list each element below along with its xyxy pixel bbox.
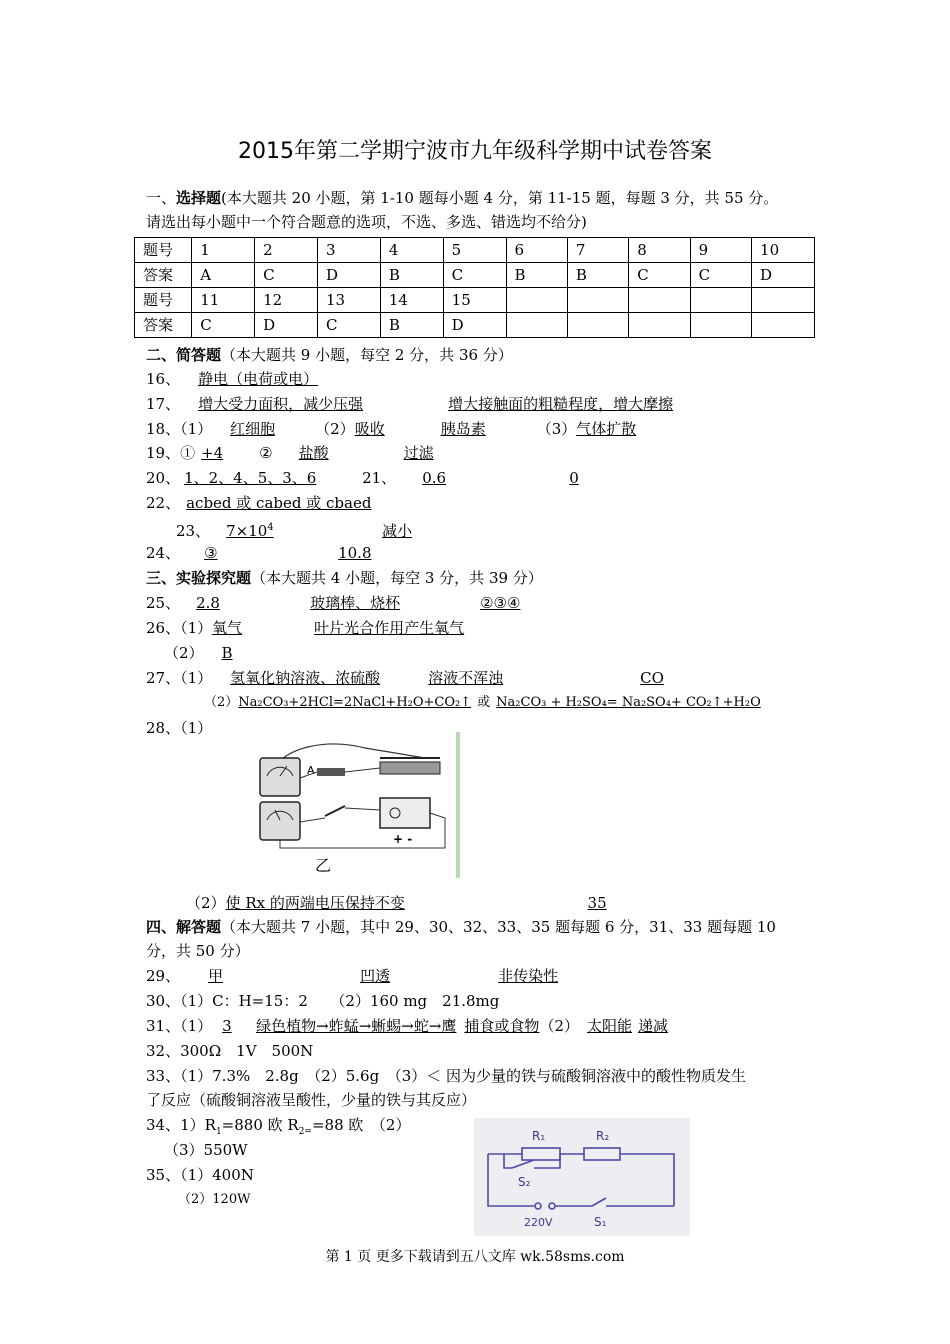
answer-table-cell: 12 bbox=[255, 288, 318, 313]
resistor bbox=[317, 768, 345, 776]
q31-answer-2: 绿色植物→蚱蜢→蜥蜴→蛇→鹰 bbox=[256, 1017, 457, 1035]
q24-answer-1: ③ bbox=[204, 544, 218, 562]
q27-part1: （1） bbox=[180, 669, 213, 687]
q21-answer-2: 0 bbox=[569, 469, 579, 487]
q19-part2: ② bbox=[259, 444, 273, 462]
answer-table bbox=[134, 237, 815, 338]
q19-answer-3: 过滤 bbox=[403, 444, 434, 462]
q28-part2: （2） bbox=[186, 894, 226, 912]
answer-table-row-label: 答案 bbox=[135, 263, 192, 288]
q31-part1: （1） bbox=[180, 1017, 213, 1035]
q28-answer-1: 使 Rx 的两端电压保持不变 bbox=[225, 894, 405, 912]
q31 bbox=[146, 1016, 668, 1036]
section1-intro bbox=[146, 188, 778, 208]
q33 bbox=[146, 1066, 746, 1086]
q27-or: 或 bbox=[477, 695, 491, 710]
q35 bbox=[146, 1165, 254, 1185]
figure-label-yi: 乙 bbox=[315, 856, 332, 875]
label-s2: S₂ bbox=[518, 1175, 531, 1189]
q27-answer-4: Na₂CO₃+2HCl=2NaCl+H₂O+CO₂↑ bbox=[238, 695, 472, 710]
section1-desc-1: (本大题共 20 小题，第 1-10 题每小题 4 分，第 11-15 题，每题 3 分，共 55 分。 bbox=[221, 189, 779, 207]
answer-table-cell: C bbox=[629, 263, 690, 288]
answer-table-cell: B bbox=[567, 263, 628, 288]
q19-answer-2: 盐酸 bbox=[298, 444, 329, 462]
q24 bbox=[146, 543, 390, 563]
answer-table-row-label: 题号 bbox=[135, 238, 192, 263]
q31-answer-3: 捕食或食物 bbox=[464, 1017, 540, 1035]
answer-table-cell: C bbox=[192, 313, 255, 338]
q27-num: 27、 bbox=[146, 669, 181, 687]
q17-answer-2: 增大接触面的粗糙程度，增大摩擦 bbox=[448, 395, 674, 413]
q33-num: 33、 bbox=[146, 1067, 181, 1085]
answer-table-cell bbox=[690, 288, 751, 313]
q34-part-b: =880 欧 R bbox=[221, 1116, 299, 1134]
q16 bbox=[146, 369, 432, 389]
answer-table-cell: 9 bbox=[690, 238, 751, 263]
q32-answer: 300Ω 1V 500N bbox=[180, 1042, 314, 1060]
q16-answer: 静电（电荷或电） bbox=[198, 370, 319, 388]
q27-answer-2: 溶液不浑浊 bbox=[428, 669, 504, 687]
answer-table-cell: 1 bbox=[192, 238, 255, 263]
q29-answer-1: 甲 bbox=[208, 967, 224, 985]
section4-desc-2: 分，共 50 分） bbox=[146, 942, 250, 960]
voltmeter bbox=[260, 802, 300, 840]
answer-table-cell: B bbox=[380, 263, 443, 288]
q18-answer-2: 吸收 bbox=[354, 420, 385, 438]
q19-num: 19、 bbox=[146, 444, 181, 462]
label-220v: 220V bbox=[524, 1216, 553, 1229]
battery-box bbox=[380, 798, 430, 828]
q20-21 bbox=[146, 468, 669, 488]
answer-table-cell: D bbox=[317, 263, 380, 288]
q20-num: 20、 bbox=[146, 469, 181, 487]
q23-answer-1-sup: 4 bbox=[267, 522, 274, 533]
q18-part2: （2） bbox=[315, 420, 355, 438]
page-footer: 第 1 页 更多下载请到五八文库 wk.58sms.com bbox=[325, 1249, 625, 1265]
q25-answer-2: 玻璃棒、烧杯 bbox=[310, 594, 401, 612]
q18-num: 18、 bbox=[146, 420, 181, 438]
q32-num: 32、 bbox=[146, 1042, 181, 1060]
q32 bbox=[146, 1041, 313, 1061]
answer-table-cell: 5 bbox=[443, 238, 506, 263]
q26-part2: （2） bbox=[164, 644, 204, 662]
q29-answer-3: 非传染性 bbox=[498, 967, 559, 985]
answer-table-cell: C bbox=[255, 263, 318, 288]
circuit-figure-28 bbox=[245, 728, 465, 878]
q34-line2: （3）550W bbox=[164, 1141, 248, 1159]
answer-table-cell bbox=[629, 288, 690, 313]
q22-answer: acbed 或 cabed 或 cbaed bbox=[186, 494, 372, 512]
rheostat bbox=[380, 762, 440, 774]
q23-answer-1: 7×10 bbox=[226, 522, 268, 540]
page-title: 2015年第二学期宁波市九年级科学期中试卷答案 bbox=[238, 139, 712, 164]
answer-table-cell: D bbox=[255, 313, 318, 338]
answer-table-row-label: 题号 bbox=[135, 288, 192, 313]
q26-part1: （1） bbox=[180, 619, 213, 637]
answer-table-cell: 3 bbox=[317, 238, 380, 263]
q25-answer-3: ②③④ bbox=[480, 594, 521, 612]
answer-table-cell bbox=[752, 288, 815, 313]
answer-table-cell: 13 bbox=[317, 288, 380, 313]
answer-table-cell: B bbox=[380, 313, 443, 338]
q30-num: 30、 bbox=[146, 992, 181, 1010]
q26-answer-1: 氧气 bbox=[212, 619, 243, 637]
answer-table-cell: D bbox=[752, 263, 815, 288]
q24-num: 24、 bbox=[146, 544, 181, 562]
q20-answer: 1、2、4、5、3、6 bbox=[184, 469, 317, 487]
answer-table-row bbox=[135, 313, 815, 338]
q35-answer-1: （1）400N bbox=[180, 1166, 254, 1184]
q21-answer-1: 0.6 bbox=[422, 469, 447, 487]
answer-table-cell: 2 bbox=[255, 238, 318, 263]
answer-table-cell: 14 bbox=[380, 288, 443, 313]
q26-2 bbox=[164, 643, 290, 663]
q25 bbox=[146, 593, 572, 613]
q27-2 bbox=[204, 693, 761, 713]
section2-desc: （本大题共 9 小题，每空 2 分，共 36 分） bbox=[221, 346, 513, 364]
answer-table-cell: C bbox=[443, 263, 506, 288]
q34-part-a: 1）R bbox=[180, 1116, 216, 1134]
q22 bbox=[146, 493, 416, 513]
label-s1: S₁ bbox=[594, 1215, 607, 1229]
ammeter bbox=[260, 758, 300, 796]
q28-num: 28、 bbox=[146, 719, 181, 737]
label-r1: R₁ bbox=[532, 1129, 546, 1143]
circuit-figure-34 bbox=[474, 1118, 690, 1236]
answer-table-cell: 8 bbox=[629, 238, 690, 263]
q23-num: 23、 bbox=[176, 522, 211, 540]
q29-num: 29、 bbox=[146, 967, 181, 985]
section4-heading: 四、解答题（本大题共 7 小题，其中 29、30、32、33、35 题每题 6 分，31、33 题每题 10 bbox=[146, 918, 776, 936]
section2-heading: 二、简答题（本大题共 9 小题，每空 2 分，共 36 分） bbox=[146, 346, 513, 364]
q33-answer-line1: （1）7.3% 2.8g （2）5.6g （3）＜ 因为少量的铁与硫酸铜溶液中的酸性物质发生 bbox=[180, 1067, 747, 1085]
answer-table-row-label: 答案 bbox=[135, 313, 192, 338]
q27-answer-5: Na₂CO₃ + H₂SO₄= Na₂SO₄+ CO₂↑+H₂O bbox=[496, 695, 761, 710]
q26-answer-3: B bbox=[221, 644, 233, 662]
q23-answer-2: 减小 bbox=[382, 522, 413, 540]
q28-answer-2: 35 bbox=[587, 894, 607, 912]
answer-table-cell bbox=[567, 288, 628, 313]
section3-desc: （本大题共 4 小题，每空 3 分，共 39 分） bbox=[251, 569, 543, 587]
q22-num: 22、 bbox=[146, 494, 181, 512]
q31-answer-4: 太阳能 bbox=[586, 1017, 632, 1035]
q30-answer: （1）C：H=15：2 （2）160 mg 21.8mg bbox=[180, 992, 500, 1010]
answer-table-cell: 4 bbox=[380, 238, 443, 263]
q31-part2: （2） bbox=[539, 1017, 579, 1035]
q25-num: 25、 bbox=[146, 594, 181, 612]
q34-part-c: =88 欧 （2） bbox=[311, 1116, 411, 1134]
q16-num: 16、 bbox=[146, 370, 181, 388]
q18-part1: （1） bbox=[180, 420, 213, 438]
q26-answer-2: 叶片光合作用产生氧气 bbox=[314, 619, 465, 637]
q27 bbox=[146, 668, 692, 688]
answer-table-cell: A bbox=[192, 263, 255, 288]
answer-table-cell: D bbox=[443, 313, 506, 338]
answer-table-cell: 10 bbox=[752, 238, 815, 263]
q18-answer-4: 气体扩散 bbox=[576, 420, 637, 438]
q31-answer-5: 递减 bbox=[638, 1017, 669, 1035]
section3-heading: 三、实验探究题（本大题共 4 小题，每空 3 分，共 39 分） bbox=[146, 569, 543, 587]
q29 bbox=[146, 966, 724, 986]
section1-desc-2: 请选出每小题中一个符合题意的选项，不选、多选、错选均不给分) bbox=[146, 213, 587, 231]
q24-answer-2: 10.8 bbox=[338, 544, 372, 562]
answer-table-cell bbox=[752, 313, 815, 338]
q26 bbox=[146, 618, 734, 638]
q19-part1: ① bbox=[180, 444, 196, 462]
q18 bbox=[146, 419, 701, 439]
answer-table-cell bbox=[690, 313, 751, 338]
answer-table-cell bbox=[629, 313, 690, 338]
section1-name: 选择题 bbox=[176, 189, 222, 207]
q19 bbox=[146, 443, 512, 463]
label-a: A bbox=[307, 764, 315, 777]
q26-num: 26、 bbox=[146, 619, 181, 637]
q31-answer-1: 3 bbox=[222, 1017, 232, 1035]
q33-line2: 了反应（硫酸铜溶液呈酸性，少量的铁与其反应） bbox=[146, 1091, 477, 1109]
answer-table-cell bbox=[506, 288, 567, 313]
section4-desc-1: （本大题共 7 小题，其中 29、30、32、33、35 题每题 6 分，31、33 题每题 10 bbox=[221, 918, 776, 936]
answer-table-row bbox=[135, 238, 815, 263]
q29-answer-2: 凹透 bbox=[360, 967, 391, 985]
answer-table-row bbox=[135, 263, 815, 288]
answer-table-cell: B bbox=[506, 263, 567, 288]
q19-answer-1: +4 bbox=[201, 444, 224, 462]
q27-part2: （2） bbox=[204, 695, 239, 710]
answer-table-row bbox=[135, 288, 815, 313]
answer-table-cell: 15 bbox=[443, 288, 506, 313]
q30 bbox=[146, 991, 499, 1011]
answer-table-cell bbox=[567, 313, 628, 338]
q27-answer-1: 氢氧化钠溶液、浓硫酸 bbox=[230, 669, 381, 687]
q28-2 bbox=[186, 893, 670, 913]
q35-num: 35、 bbox=[146, 1166, 181, 1184]
label-plus-minus: + - bbox=[393, 832, 413, 846]
answer-table-cell: 7 bbox=[567, 238, 628, 263]
q17 bbox=[146, 394, 765, 414]
q21-num: 21、 bbox=[362, 469, 397, 487]
section1-prefix: 一、 bbox=[146, 189, 177, 207]
q34-sub1: 1 bbox=[215, 1127, 222, 1137]
answer-table-cell: 6 bbox=[506, 238, 567, 263]
q18-part3: （3） bbox=[536, 420, 577, 438]
q35-line2: （2）120W bbox=[178, 1192, 251, 1207]
label-r2: R₂ bbox=[596, 1129, 610, 1143]
q34 bbox=[146, 1115, 410, 1142]
q17-num: 17、 bbox=[146, 395, 181, 413]
q34-num: 34、 bbox=[146, 1116, 181, 1134]
q23 bbox=[176, 518, 492, 541]
q31-num: 31、 bbox=[146, 1017, 181, 1035]
q17-answer-1: 增大受力面积，减少压强 bbox=[198, 395, 364, 413]
answer-table-cell: 11 bbox=[192, 288, 255, 313]
q28-1 bbox=[146, 718, 212, 738]
q34-sub2: 2= bbox=[298, 1127, 312, 1137]
q25-answer-1: 2.8 bbox=[196, 594, 220, 612]
answer-table-cell: C bbox=[690, 263, 751, 288]
q27-answer-3: CO bbox=[640, 669, 664, 687]
answer-table-cell: C bbox=[317, 313, 380, 338]
answer-table-cell bbox=[506, 313, 567, 338]
q18-answer-1: 红细胞 bbox=[230, 420, 276, 438]
q28-part1: （1） bbox=[180, 719, 213, 737]
q18-answer-3: 胰岛素 bbox=[440, 420, 486, 438]
